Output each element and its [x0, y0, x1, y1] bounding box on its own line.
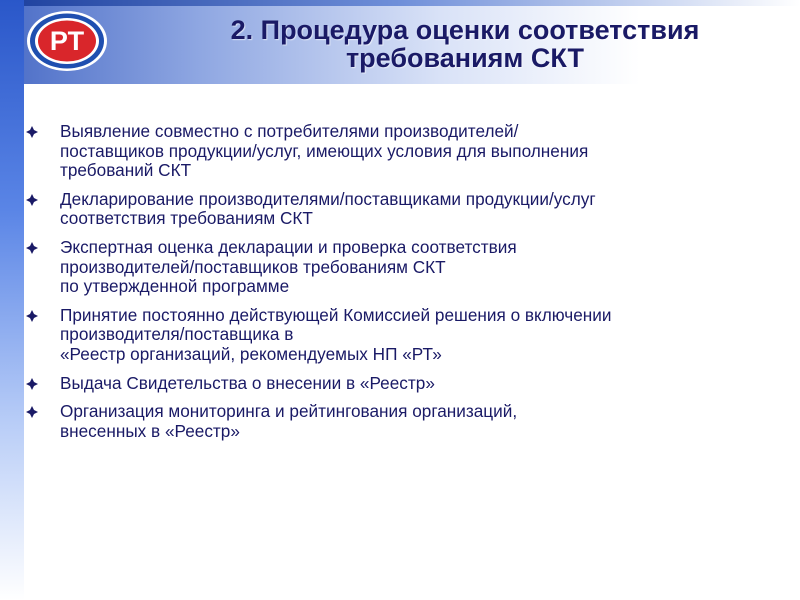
list-item	[22, 190, 782, 229]
diamond-bullet-icon	[26, 242, 38, 254]
left-stripe	[0, 0, 24, 600]
list-item	[22, 306, 782, 365]
diamond-bullet-icon	[26, 194, 38, 206]
list-item	[22, 402, 782, 441]
header-top-strip	[0, 0, 800, 6]
list-item	[22, 122, 782, 181]
diamond-bullet-icon	[26, 126, 38, 138]
bullet-text: Выявление совместно с потребителями производителей/ поставщиков продукции/услуг, имеющих условия для выполнения требований СКТ	[60, 121, 589, 181]
list-item	[22, 238, 782, 297]
bullet-text: Организация мониторинга и рейтингования организаций, внесенных в «Реестр»	[60, 401, 518, 441]
bullet-text: Экспертная оценка декларации и проверка соответствия производителей/поставщиков требованиям СКТ по утвержденной программе	[60, 236, 517, 297]
logo-text: РТ	[49, 26, 85, 56]
bullet-text: Принятие постоянно действующей Комиссией решения о включении производителя/поставщика в «Реестр организаций, рекомендуемых НП «РТ»	[60, 304, 612, 364]
page-title	[150, 16, 780, 72]
title-line-2: требованиям СКТ	[345, 43, 585, 73]
bullet-text: Выдача Свидетельства о внесении в «Реестр»	[60, 372, 435, 393]
rt-logo	[26, 9, 108, 73]
diamond-bullet-icon	[26, 406, 38, 418]
diamond-bullet-icon	[26, 310, 38, 322]
bullet-list	[22, 122, 782, 450]
title-line-1: 2. Процедура оценки соответствия	[230, 15, 700, 45]
list-item	[22, 374, 782, 394]
diamond-bullet-icon	[26, 378, 38, 390]
bullet-text: Декларирование производителями/поставщиками продукции/услуг соответствия требованиям СКТ	[60, 188, 596, 229]
